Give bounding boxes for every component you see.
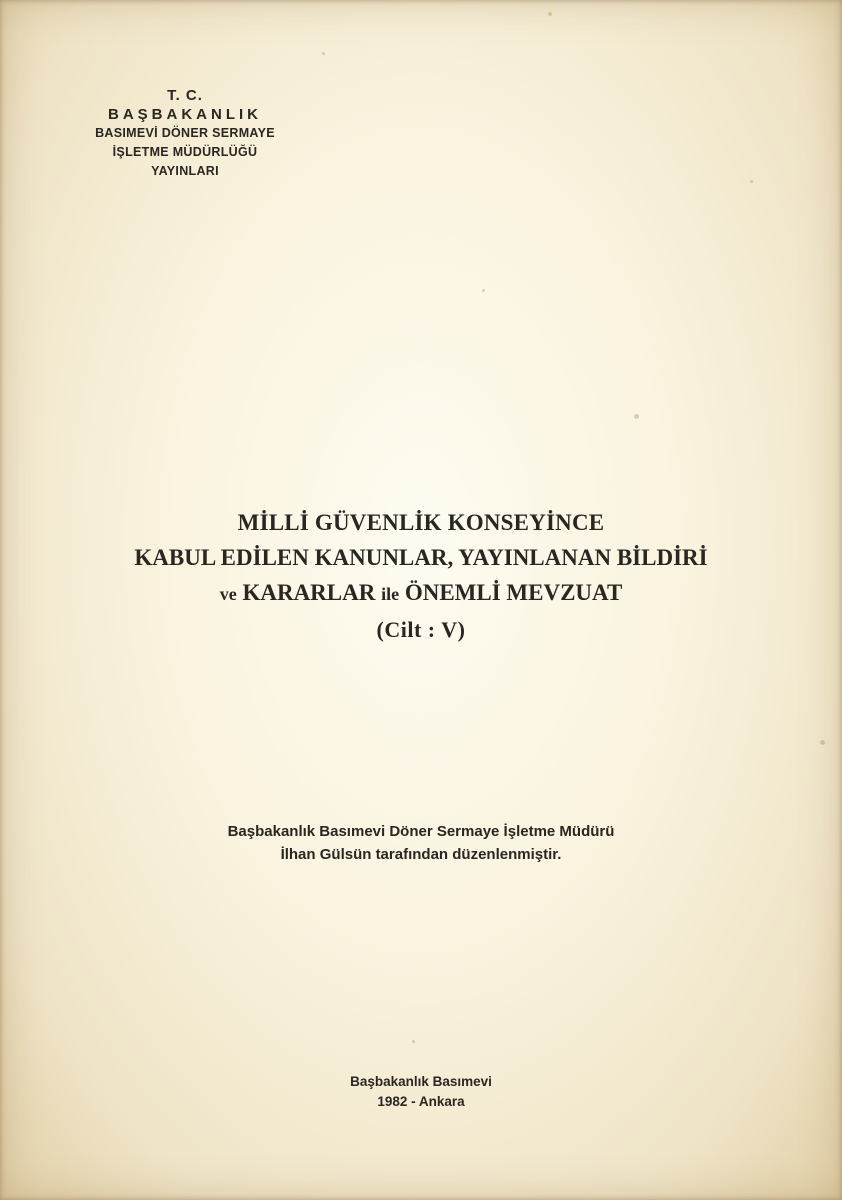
editor-line-2: İlhan Gülsün tarafından düzenlenmiştir.	[280, 846, 562, 863]
imprint-printer: Başbakanlık Basımevi	[350, 1074, 492, 1089]
imprint	[60, 1072, 782, 1112]
title-line-3	[60, 575, 782, 612]
publisher-block	[60, 86, 310, 181]
paper-stain	[548, 12, 552, 16]
title-volume: (Cilt : V)	[376, 617, 466, 642]
publisher-office: BAŞBAKANLIK	[108, 106, 262, 123]
paper-stain	[820, 740, 825, 745]
publisher-line-3: YAYINLARI	[151, 164, 219, 178]
paper-stain	[634, 414, 639, 419]
title-ile: ile	[381, 584, 400, 604]
editor-credit	[60, 820, 782, 866]
publisher-line-1: BASIMEVİ DÖNER SERMAYE	[95, 126, 275, 140]
book-title	[60, 505, 782, 647]
paper-stain	[750, 180, 753, 183]
publisher-line-2: İŞLETME MÜDÜRLÜĞÜ	[112, 145, 258, 159]
paper-stain	[322, 52, 325, 55]
title-kararlar: KARARLAR	[242, 580, 376, 605]
editor-line-1: Başbakanlık Basımevi Döner Sermaye İşletme Müdürü	[227, 823, 615, 840]
title-line-2: KABUL EDİLEN KANUNLAR, YAYINLANAN BİLDİRİ	[134, 545, 708, 570]
publisher-tc: T. C.	[167, 87, 203, 104]
paper-stain	[412, 1040, 415, 1043]
imprint-year-city: 1982 - Ankara	[377, 1094, 465, 1109]
title-line-1: MİLLİ GÜVENLİK KONSEYİNCE	[237, 510, 605, 535]
title-ve: ve	[219, 584, 237, 604]
paper-stain	[482, 289, 485, 292]
title-onemli-mevzuat: ÖNEMLİ MEVZUAT	[404, 580, 623, 605]
